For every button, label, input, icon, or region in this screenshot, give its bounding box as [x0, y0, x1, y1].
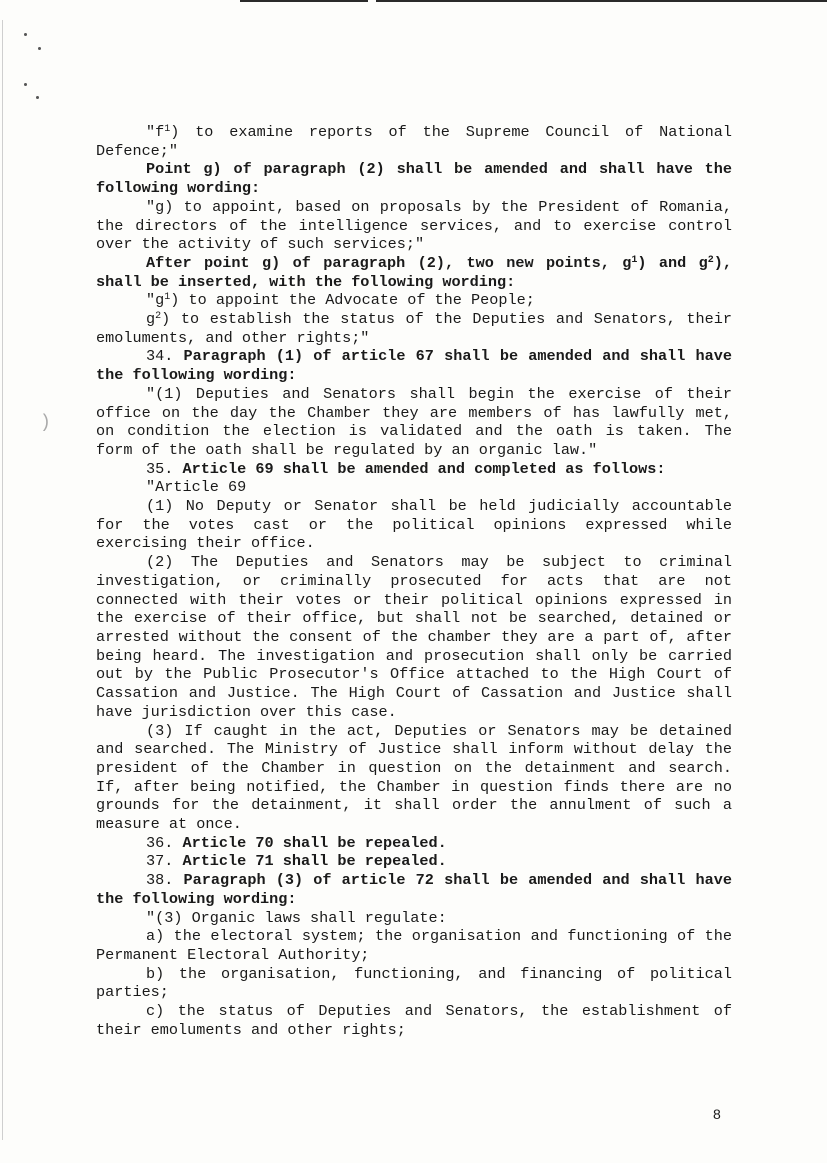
scan-speck	[36, 96, 39, 99]
text-run: "(3) Organic laws shall regulate:	[146, 908, 447, 927]
scan-edge	[2, 20, 3, 1140]
paragraph	[96, 965, 732, 1002]
text-run: b) the organisation, functioning, and financing of political parties;	[96, 964, 732, 1002]
paragraph	[96, 927, 732, 964]
paragraph	[96, 310, 732, 347]
text-run: ) to examine reports of the Supreme Council of National Defence;"	[96, 123, 732, 160]
paragraph	[96, 123, 732, 160]
text-run: 34.	[146, 347, 184, 366]
text-run: g	[146, 310, 156, 329]
text-run: 37.	[146, 852, 183, 871]
text-run: 38.	[146, 871, 184, 890]
top-rule-right	[376, 0, 827, 2]
scan-mark: )	[40, 413, 51, 433]
paragraph	[96, 478, 732, 497]
bold-run: Paragraph (3) of article 72 shall be amended and shall have the following wording:	[96, 871, 732, 908]
superscript: 1	[631, 254, 638, 266]
paragraph	[96, 291, 732, 310]
page-number: 8	[713, 1106, 721, 1122]
bold-run: Article 71 shall be repealed.	[182, 852, 447, 871]
scan-speck	[24, 83, 27, 86]
top-rule-left	[240, 0, 368, 2]
paragraph	[96, 722, 732, 834]
paragraph	[96, 254, 732, 291]
paragraph	[96, 909, 732, 928]
text-run: ) to appoint the Advocate of the People;	[170, 291, 535, 310]
text-run: "Article 69	[146, 478, 247, 497]
paragraph	[96, 1002, 732, 1039]
document-body	[96, 123, 732, 1039]
text-run: "g) to appoint, based on proposals by the President of Romania, the directors of the intelligence services, and to exercise control over the activity of such services;"	[96, 197, 732, 254]
text-run: ) to establish the status of the Deputies and Senators, their emoluments, and other rights;"	[96, 310, 732, 347]
bold-run: Article 69 shall be amended and completed as follows:	[182, 459, 666, 478]
scan-speck	[24, 33, 27, 36]
paragraph	[96, 385, 732, 460]
superscript: 1	[164, 124, 171, 135]
paragraph	[96, 460, 732, 479]
superscript: 1	[164, 292, 171, 304]
text-run: 35.	[146, 459, 183, 478]
text-run: "f	[146, 123, 165, 141]
bold-run: Article 70 shall be repealed.	[182, 833, 447, 852]
text-run: (1) No Deputy or Senator shall be held judicially accountable for the votes cast or the political opinions expressed while exercising their office.	[96, 497, 732, 553]
paragraph	[96, 160, 732, 197]
text-run: Point g) of paragraph (2) shall be amended and shall have the following wording:	[96, 160, 732, 198]
text-run: 36.	[146, 833, 183, 852]
text-run: After point g) of paragraph (2), two new points, g	[146, 253, 632, 272]
paragraph	[96, 497, 732, 553]
text-run: ) and g	[637, 253, 708, 272]
paragraph	[96, 347, 732, 384]
scan-speck	[38, 47, 41, 50]
paragraph	[96, 834, 732, 853]
text-run: c) the status of Deputies and Senators, the establishment of their emoluments and other rights;	[96, 1002, 732, 1039]
text-run: (2) The Deputies and Senators may be subject to criminal investigation, or criminally prosecuted for acts that are not connected with their votes or their political opinions expressed in the exercise of their office, but shall not be searched, detained or arrested without the consent of the chamber they are a part of, after being heard. The investigation and prosecution shall only be carried out by the Public Prosecutor's Office attached to the High Court of Cassation and Justice. The High Court of Cassation and Justice shall have jurisdiction over this case.	[96, 553, 732, 721]
paragraph	[96, 198, 732, 254]
text-run: "(1) Deputies and Senators shall begin the exercise of their office on the day the Chamber they are members of has lawfully met, on condition the election is validated and the oath is taken. The form of the oath shall be regulated by an organic law."	[96, 384, 732, 459]
text-run: (3) If caught in the act, Deputies or Senators may be detained and searched. The Ministry of Justice shall inform without delay the president of the Chamber in question on the detainment and search. If, after being notified, the Chamber in question finds there are no grounds for the detainment, it shall order the annulment of such a measure at once.	[96, 721, 732, 834]
paragraph	[96, 871, 732, 908]
text-run: a) the electoral system; the organisation and functioning of the Permanent Electoral Authority;	[96, 927, 732, 964]
text-run: "g	[146, 291, 165, 310]
paragraph	[96, 553, 732, 721]
bold-run: Paragraph (1) of article 67 shall be amended and shall have the following wording:	[96, 347, 732, 385]
paragraph	[96, 852, 732, 871]
text-run: ), shall be inserted, with the following wording:	[96, 253, 732, 291]
superscript: 2	[707, 254, 714, 266]
superscript: 2	[155, 311, 162, 323]
